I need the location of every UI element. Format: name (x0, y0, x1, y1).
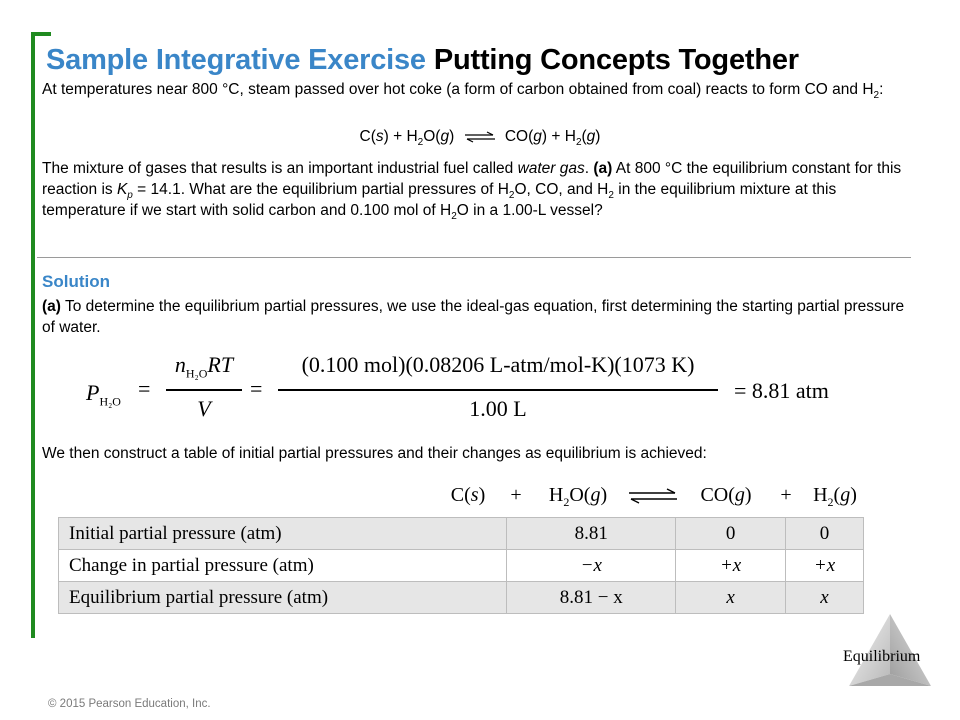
eq-c: C( (359, 128, 376, 145)
eq-o: O( (423, 128, 441, 145)
eq-g2: g (533, 128, 542, 145)
formula-n: n (174, 352, 186, 377)
eq-co-end: ) + H (541, 128, 576, 145)
equilibrium-arrow-icon (463, 131, 497, 143)
accent-bar-vertical (31, 32, 35, 638)
ice-table (58, 517, 864, 614)
eq-h2-sub: 2 (575, 137, 582, 149)
question-paragraph (42, 158, 914, 221)
cell-h2o: 8.81 (507, 518, 676, 550)
formula-den-2: 1.00 L (469, 396, 527, 421)
row-label: Change in partial pressure (atm) (59, 550, 507, 582)
rx-g1: g (590, 484, 601, 506)
question-part-a: (a) (593, 160, 613, 177)
formula-fraction-bar-1 (166, 389, 242, 391)
row-label: Equilibrium partial pressure (atm) (59, 582, 507, 614)
kp-symbol: K (116, 181, 128, 198)
cell-h2o: −x (507, 550, 676, 582)
cell-co: +x (676, 550, 786, 582)
eq-c-end: ) + H (383, 128, 418, 145)
cell-co: x (676, 582, 786, 614)
question-sub-3: 2 (451, 211, 457, 223)
formula-den-1 (166, 396, 242, 422)
eq-g3: g (586, 128, 596, 145)
question-text-3: At 800 °C the equilibrium constant for this reaction is (42, 160, 902, 198)
intro-subscript: 2 (873, 90, 880, 102)
solution-part-a: (a) (42, 298, 61, 315)
table-reaction-equation (440, 484, 864, 507)
rx-h2o-sub: 2 (563, 495, 570, 509)
question-text-4: = 14.1. What are the equilibrium partial pressures of H (132, 181, 509, 198)
eq-h2-end: ) (595, 128, 601, 145)
solution-paragraph (42, 296, 914, 338)
water-gas-term: water gas (517, 160, 585, 177)
rx-h2-text: H (813, 484, 828, 506)
rx-c: C( (450, 484, 471, 506)
eq-h2-open: ( (581, 128, 587, 145)
solution-heading: Solution (42, 272, 110, 291)
rx-h2 (806, 484, 864, 507)
eq-s: s (375, 128, 384, 145)
rx-plus-1: + (510, 484, 522, 506)
intro-paragraph (42, 79, 914, 100)
formula-eq-2: = (250, 376, 263, 401)
rx-h2-sub: 2 (827, 495, 834, 509)
question-text-6: in the equilibrium mixture at this temperature if we start with solid carbon and 0.100 mol of H (42, 181, 837, 219)
slide-title (46, 44, 799, 77)
formula-v: V (197, 396, 211, 421)
cell-h2o: 8.81 − x (507, 582, 676, 614)
formula-num-1 (166, 352, 242, 381)
title-part1: Sample Integrative Exercise (46, 44, 426, 76)
intro-text-end: : (879, 81, 884, 98)
rx-o: O( (569, 484, 591, 506)
formula-num-2: (0.100 mol)(0.08206 L-atm/mol-K)(1073 K) (301, 352, 695, 377)
rx-plus-2: + (780, 484, 792, 506)
formula-fraction-bar-2 (278, 389, 718, 391)
formula-result: = 8.81 atm (734, 378, 829, 403)
logo-label: Equilibrium (843, 648, 921, 665)
eq-g1: g (440, 128, 450, 145)
kp-subscript: p (127, 190, 133, 202)
formula-p-sub: H₂O (99, 394, 121, 409)
accent-bar-horizontal (31, 32, 51, 36)
formula-lhs (86, 380, 121, 409)
rx-g3: g (840, 484, 851, 506)
rx-h2-end: ) (850, 484, 857, 506)
question-text-2: . (584, 160, 594, 177)
solution-text: To determine the equilibrium partial pressures, we use the ideal-gas equation, first determining the starting partial pressure of water. (42, 298, 905, 336)
rx-c-end: ) (478, 484, 486, 506)
cell-h2: 0 (786, 518, 864, 550)
formula-n-sub: H₂O (185, 366, 208, 381)
rx-water (536, 484, 620, 507)
cell-co: 0 (676, 518, 786, 550)
title-part2: Putting Concepts Together (433, 44, 799, 76)
rx-g2: g (734, 484, 745, 506)
table-intro-text: We then construct a table of initial partial pressures and their changes as equilibrium is achieved: (42, 445, 707, 462)
rx-h: H (548, 484, 564, 506)
rx-h2-open: ( (833, 484, 841, 506)
question-sub-1: 2 (508, 190, 515, 202)
question-text-5: O, CO, and H (514, 181, 609, 198)
table-row (59, 518, 864, 550)
intro-text: At temperatures near 800 °C, steam passed over hot coke (a form of carbon obtained from coal) reacts to form CO and H (42, 81, 874, 98)
cell-h2: +x (786, 550, 864, 582)
equilibrium-arrow-icon (625, 488, 681, 504)
eq-h2o-sub: 2 (417, 137, 424, 149)
question-text-1: The mixture of gases that results is an important industrial fuel called (42, 160, 518, 177)
row-label: Initial partial pressure (atm) (59, 518, 507, 550)
table-row (59, 550, 864, 582)
reaction-equation (0, 128, 960, 149)
question-sub-2: 2 (608, 190, 614, 202)
section-divider (37, 257, 911, 258)
rx-h2o-end: ) (600, 484, 608, 506)
rx-s: s (470, 484, 479, 506)
eq-o-end: ) (449, 128, 455, 145)
formula-p: P (86, 380, 100, 405)
rx-co-end: ) (744, 484, 752, 506)
rx-carbon (440, 484, 496, 507)
formula-eq-1: = (138, 376, 151, 401)
cell-h2: x (786, 582, 864, 614)
question-text-7: O in a 1.00-L vessel? (456, 202, 603, 219)
ideal-gas-formula (86, 352, 846, 430)
eq-co: CO( (504, 128, 534, 145)
copyright-text: © 2015 Pearson Education, Inc. (48, 698, 211, 710)
rx-co-text: CO( (700, 484, 735, 506)
table-row (59, 582, 864, 614)
rx-co (686, 484, 766, 507)
formula-rt: RT (207, 352, 234, 377)
